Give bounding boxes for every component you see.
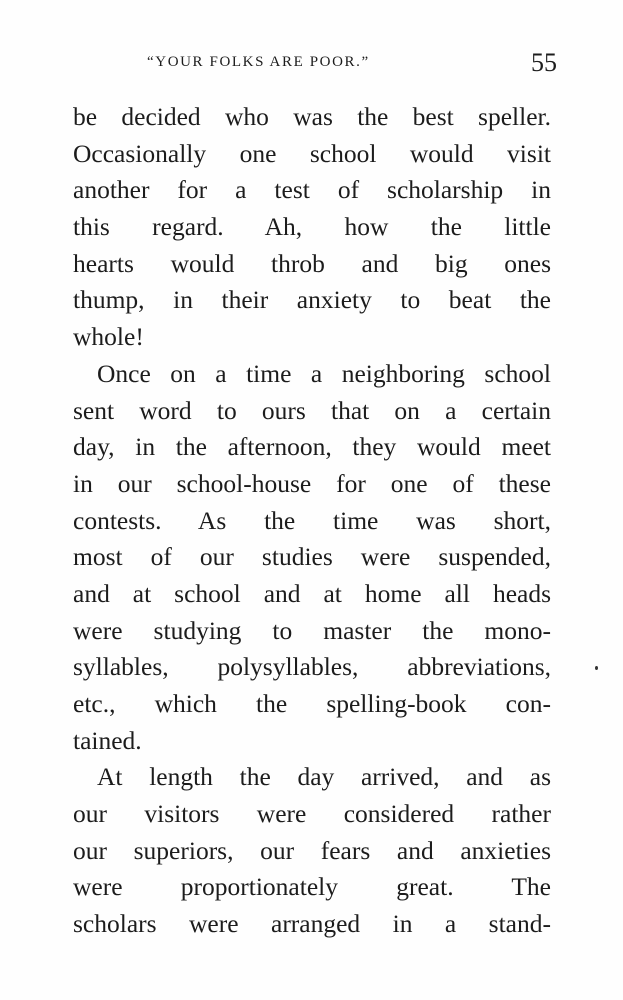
text-line: syllables, polysyllables, abbreviations,: [73, 652, 551, 682]
page-number: 55: [531, 48, 557, 77]
paragraph-1: [73, 99, 551, 356]
page-header: [147, 50, 557, 80]
text-line: At length the day arrived, and as: [97, 762, 551, 792]
text-line: most of our studies were suspended,: [73, 542, 551, 572]
paragraph-2: [73, 356, 551, 760]
text-line: our visitors were considered rather: [73, 799, 551, 829]
text-line: day, in the afternoon, they would meet: [73, 432, 551, 462]
text-line: whole!: [73, 322, 144, 352]
ink-speck: [595, 666, 598, 670]
body-text: [73, 99, 551, 943]
text-line: thump, in their anxiety to beat the: [73, 285, 551, 315]
text-line: another for a test of scholarship in: [73, 175, 551, 205]
text-line: etc., which the spelling-book con-: [73, 689, 551, 718]
text-line: be decided who was the best speller.: [73, 102, 551, 131]
text-line: in our school-house for one of these: [73, 468, 551, 498]
text-line: our superiors, our fears and anxieties: [73, 835, 551, 865]
text-line: Once on a time a neighboring school: [97, 358, 551, 388]
text-line: this regard. Ah, how the little: [73, 212, 551, 242]
running-head: “YOUR FOLKS ARE POOR.”: [147, 54, 370, 70]
text-line: sent word to ours that on a certain: [73, 395, 551, 425]
text-line: hearts would throb and big ones: [73, 248, 551, 278]
text-line: scholars were arranged in a stand-: [73, 909, 551, 939]
text-line: contests. As the time was short,: [73, 505, 551, 535]
text-line: and at school and at home all heads: [73, 578, 551, 608]
text-line: Occasionally one school would visit: [73, 138, 551, 168]
text-line: were proportionately great. The: [73, 872, 551, 902]
text-line: tained.: [73, 725, 142, 755]
paragraph-3: [73, 759, 551, 942]
text-line: were studying to master the mono-: [73, 615, 551, 645]
